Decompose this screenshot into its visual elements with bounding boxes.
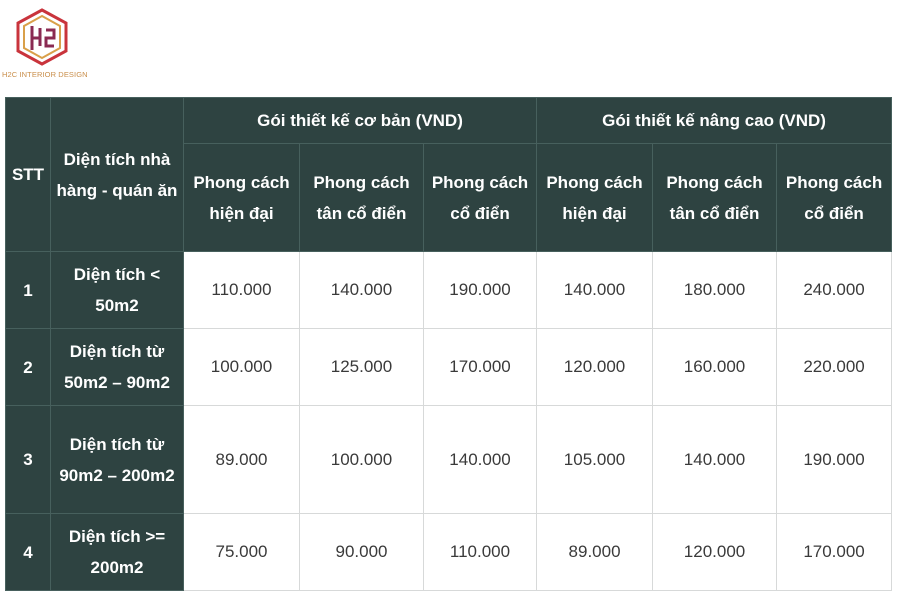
table-row bbox=[6, 514, 892, 591]
price-cell: 105.000 bbox=[537, 406, 653, 514]
price-cell: 89.000 bbox=[537, 514, 653, 591]
price-cell: 120.000 bbox=[537, 329, 653, 406]
header-advanced-neoclassic: Phong cách tân cổ điển bbox=[653, 144, 777, 252]
price-cell: 170.000 bbox=[424, 329, 537, 406]
price-cell: 125.000 bbox=[300, 329, 424, 406]
h2c-logo-icon bbox=[10, 6, 74, 68]
price-cell: 100.000 bbox=[184, 329, 300, 406]
row-stt: 4 bbox=[6, 514, 51, 591]
price-cell: 110.000 bbox=[184, 252, 300, 329]
price-cell: 240.000 bbox=[777, 252, 892, 329]
header-stt: STT bbox=[6, 98, 51, 252]
row-area: Diện tích >= 200m2 bbox=[51, 514, 184, 591]
brand-logo bbox=[2, 6, 88, 80]
price-cell: 75.000 bbox=[184, 514, 300, 591]
price-cell: 190.000 bbox=[777, 406, 892, 514]
header-advanced-classic: Phong cách cổ điển bbox=[777, 144, 892, 252]
header-basic-neoclassic: Phong cách tân cổ điển bbox=[300, 144, 424, 252]
price-cell: 140.000 bbox=[300, 252, 424, 329]
brand-name: H2C INTERIOR DESIGN bbox=[2, 70, 88, 79]
header-advanced-modern: Phong cách hiện đại bbox=[537, 144, 653, 252]
row-area: Diện tích từ 90m2 – 200m2 bbox=[51, 406, 184, 514]
row-stt: 1 bbox=[6, 252, 51, 329]
price-table bbox=[5, 97, 892, 591]
header-basic-classic: Phong cách cổ điển bbox=[424, 144, 537, 252]
row-area: Diện tích từ 50m2 – 90m2 bbox=[51, 329, 184, 406]
price-cell: 220.000 bbox=[777, 329, 892, 406]
price-cell: 110.000 bbox=[424, 514, 537, 591]
price-cell: 140.000 bbox=[537, 252, 653, 329]
price-cell: 90.000 bbox=[300, 514, 424, 591]
header-basic-modern: Phong cách hiện đại bbox=[184, 144, 300, 252]
table-row bbox=[6, 329, 892, 406]
price-cell: 180.000 bbox=[653, 252, 777, 329]
price-cell: 120.000 bbox=[653, 514, 777, 591]
price-cell: 140.000 bbox=[424, 406, 537, 514]
header-advanced-package: Gói thiết kế nâng cao (VND) bbox=[537, 98, 892, 144]
row-stt: 3 bbox=[6, 406, 51, 514]
header-basic-package: Gói thiết kế cơ bản (VND) bbox=[184, 98, 537, 144]
price-cell: 140.000 bbox=[653, 406, 777, 514]
price-cell: 100.000 bbox=[300, 406, 424, 514]
price-cell: 89.000 bbox=[184, 406, 300, 514]
price-cell: 160.000 bbox=[653, 329, 777, 406]
price-cell: 170.000 bbox=[777, 514, 892, 591]
row-stt: 2 bbox=[6, 329, 51, 406]
table-row bbox=[6, 252, 892, 329]
price-cell: 190.000 bbox=[424, 252, 537, 329]
header-area: Diện tích nhà hàng - quán ăn bbox=[51, 98, 184, 252]
row-area: Diện tích < 50m2 bbox=[51, 252, 184, 329]
table-row bbox=[6, 406, 892, 514]
